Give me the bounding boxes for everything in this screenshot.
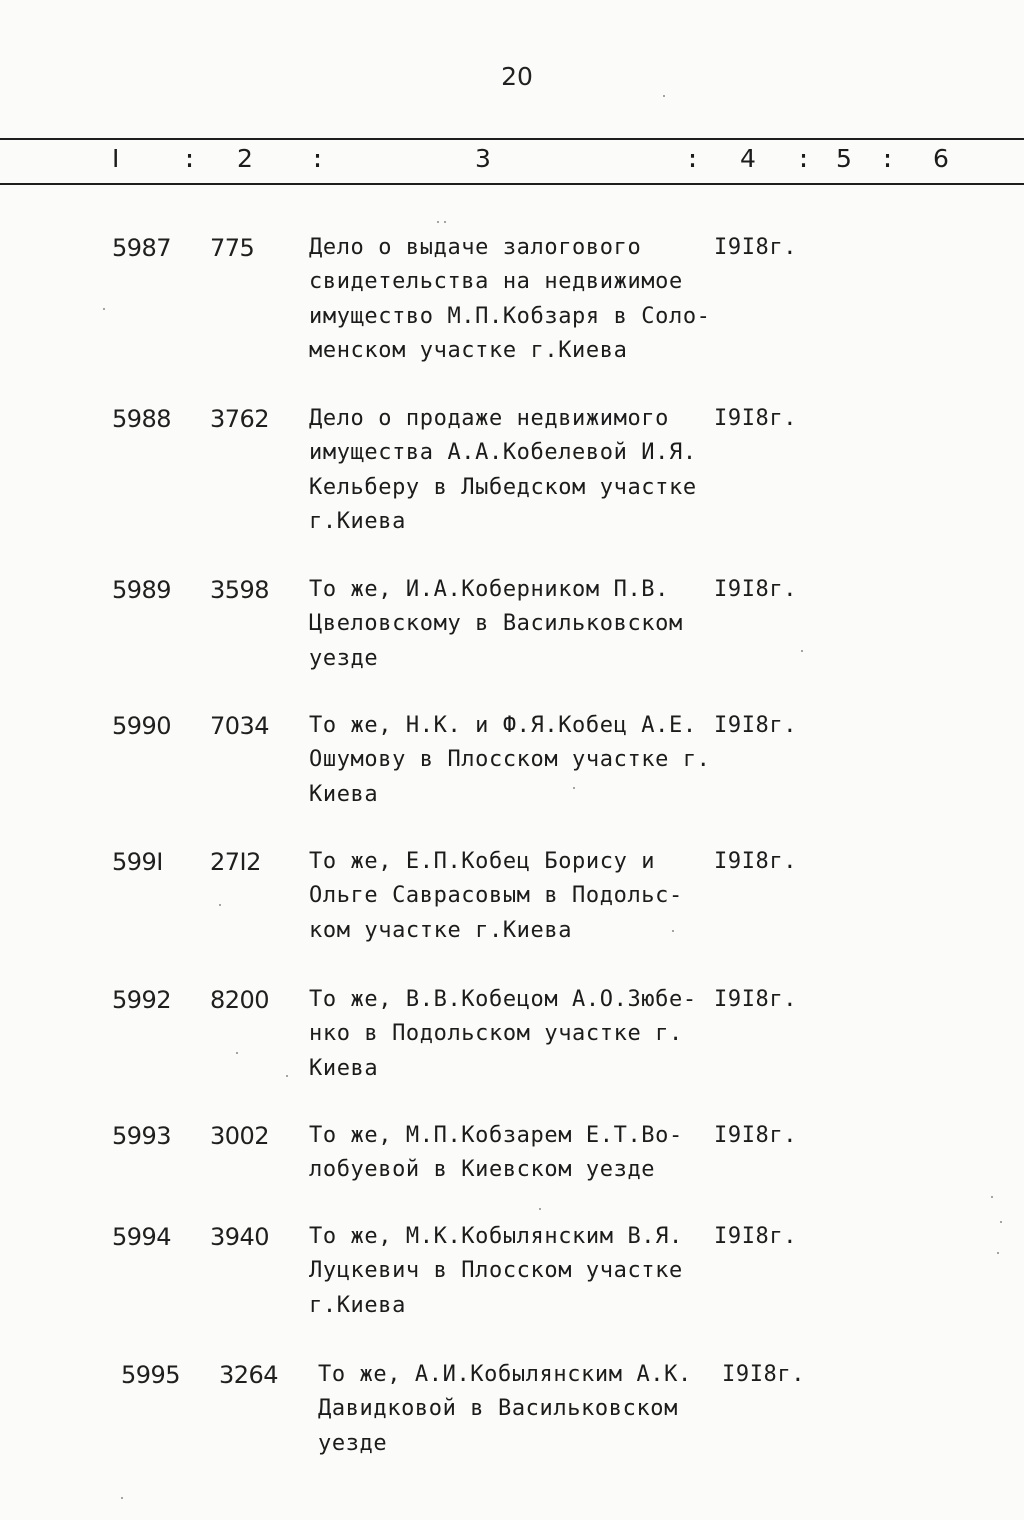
column-header-4: 4 xyxy=(740,144,756,173)
scan-speck xyxy=(103,308,105,310)
scan-speck xyxy=(437,221,439,223)
header-rule-top xyxy=(0,138,1024,140)
description-line: Давидковой в Васильковском xyxy=(318,1396,678,1422)
record-description xyxy=(309,1220,729,1323)
record-year: I9I8г. xyxy=(722,1362,806,1387)
file-reference: 3264 xyxy=(219,1361,279,1389)
header-rule-bottom xyxy=(0,183,1024,185)
record-year: I9I8г. xyxy=(714,406,798,431)
record-description xyxy=(309,845,729,948)
scan-speck xyxy=(573,787,575,789)
scan-speck xyxy=(286,1075,288,1077)
description-line: Цвеловскому в Васильковском xyxy=(309,611,683,637)
file-reference: 3940 xyxy=(210,1223,270,1251)
record-number: 599I xyxy=(112,848,163,876)
description-line: То же, А.И.Кобылянским А.К. xyxy=(318,1362,692,1387)
column-header-5: 5 xyxy=(836,144,852,173)
column-separator: : xyxy=(310,144,326,173)
description-line: То же, Е.П.Кобец Борису и xyxy=(309,849,656,874)
scan-speck xyxy=(997,1252,999,1254)
description-line: Луцкевич в Плосском участке xyxy=(309,1258,683,1284)
description-line: Ошумову в Плосском участке г. xyxy=(309,747,711,773)
description-line: ком участке г.Киева xyxy=(309,917,573,943)
column-separator: : xyxy=(685,144,701,173)
column-separator: : xyxy=(182,144,198,173)
record-number: 5992 xyxy=(112,986,172,1014)
description-line: менском участке г.Киева xyxy=(309,337,628,363)
description-line: То же, М.К.Кобылянским В.Я. xyxy=(309,1224,683,1249)
description-line: Ольге Саврасовым в Подольс- xyxy=(309,883,683,909)
column-separator: : xyxy=(796,144,812,173)
column-header-2: 2 xyxy=(237,144,253,173)
column-header-3: 3 xyxy=(475,144,491,173)
record-description xyxy=(309,402,729,539)
record-number: 5995 xyxy=(121,1361,181,1389)
scan-speck xyxy=(539,1208,541,1210)
description-line: Киева xyxy=(309,1055,379,1081)
scan-speck xyxy=(219,904,221,906)
record-number: 5990 xyxy=(112,712,172,740)
description-line: То же, И.А.Коберником П.В. xyxy=(309,577,669,602)
scan-speck xyxy=(236,1052,238,1054)
file-reference: 27I2 xyxy=(210,848,261,876)
record-description xyxy=(309,709,729,812)
file-reference: 3002 xyxy=(210,1122,270,1150)
scan-speck xyxy=(991,1196,993,1198)
record-year: I9I8г. xyxy=(714,713,798,738)
description-line: свидетельства на недвижимое xyxy=(309,269,683,295)
description-line: г.Киева xyxy=(309,1292,406,1318)
record-number: 5989 xyxy=(112,576,172,604)
description-line: То же, В.В.Кобецом А.О.Зюбе- xyxy=(309,987,697,1012)
record-year: I9I8г. xyxy=(714,987,798,1012)
record-description xyxy=(309,231,729,368)
record-description xyxy=(309,1119,729,1188)
scan-speck xyxy=(444,221,446,223)
record-year: I9I8г. xyxy=(714,1123,798,1148)
record-description xyxy=(309,983,729,1086)
column-header-6: 6 xyxy=(933,144,949,173)
scan-speck xyxy=(672,930,674,932)
scan-speck xyxy=(1000,1221,1002,1223)
file-reference: 775 xyxy=(210,234,255,262)
scan-speck xyxy=(121,1497,123,1499)
file-reference: 7034 xyxy=(210,712,270,740)
description-line: имущество М.П.Кобзаря в Соло- xyxy=(309,303,711,329)
column-header-1: I xyxy=(112,144,120,173)
scan-speck xyxy=(801,650,803,652)
description-line: Дело о выдаче залогового xyxy=(309,235,642,260)
record-number: 5994 xyxy=(112,1223,172,1251)
record-year: I9I8г. xyxy=(714,849,798,874)
scan-speck xyxy=(663,95,665,97)
description-line: имущества А.А.Кобелевой И.Я. xyxy=(309,440,697,466)
file-reference: 3598 xyxy=(210,576,270,604)
record-number: 5987 xyxy=(112,234,172,262)
description-line: уезде xyxy=(318,1430,388,1456)
record-year: I9I8г. xyxy=(714,235,798,260)
description-line: лобуевой в Киевском уезде xyxy=(309,1157,656,1183)
file-reference: 3762 xyxy=(210,405,270,433)
record-description xyxy=(309,573,729,676)
record-description xyxy=(318,1358,738,1461)
description-line: Киева xyxy=(309,781,379,807)
description-line: г.Киева xyxy=(309,508,406,534)
record-year: I9I8г. xyxy=(714,1224,798,1249)
description-line: Кельберу в Лыбедском участке xyxy=(309,474,697,500)
description-line: То же, Н.К. и Ф.Я.Кобец А.Е. xyxy=(309,713,697,738)
record-year: I9I8г. xyxy=(714,577,798,602)
description-line: То же, М.П.Кобзарем Е.Т.Во- xyxy=(309,1123,683,1148)
description-line: уезде xyxy=(309,645,379,671)
column-separator: : xyxy=(880,144,896,173)
description-line: Дело о продаже недвижимого xyxy=(309,406,669,431)
file-reference: 8200 xyxy=(210,986,270,1014)
page-number: 20 xyxy=(501,62,533,91)
record-number: 5988 xyxy=(112,405,172,433)
description-line: нко в Подольском участке г. xyxy=(309,1021,683,1047)
record-number: 5993 xyxy=(112,1122,172,1150)
